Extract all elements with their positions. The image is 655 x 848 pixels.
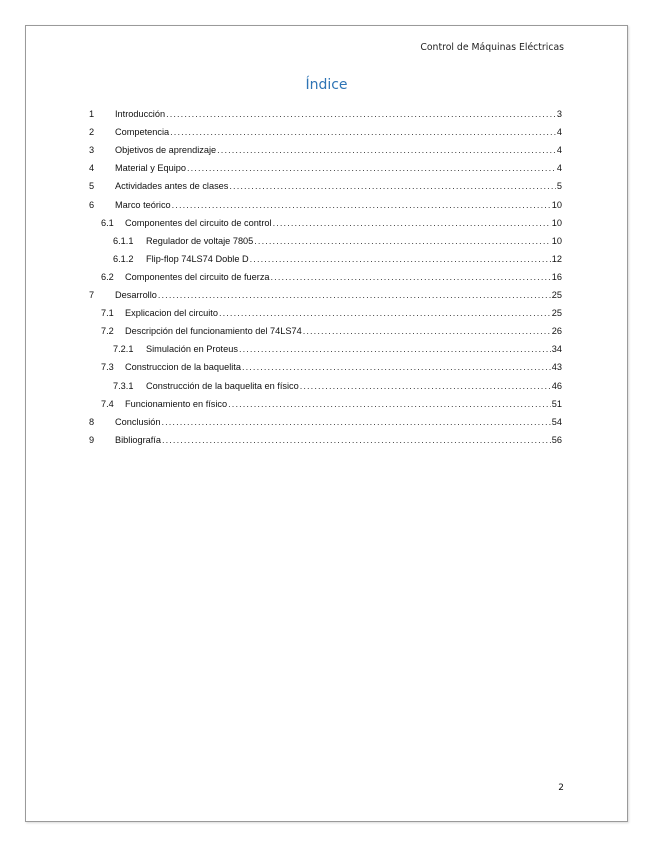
toc-entry[interactable] bbox=[89, 102, 562, 120]
toc-entry[interactable] bbox=[89, 301, 562, 319]
toc-entry-page: 25 bbox=[551, 308, 562, 319]
toc-entry[interactable] bbox=[89, 156, 562, 174]
toc-entry-page: 43 bbox=[551, 362, 562, 373]
running-header: Control de Máquinas Eléctricas bbox=[420, 42, 564, 53]
toc-entry[interactable] bbox=[89, 120, 562, 138]
page-number: 2 bbox=[558, 783, 564, 793]
toc-entry-text: Construcción de la baquelita en físico bbox=[146, 380, 299, 391]
toc-dot-leader bbox=[187, 162, 556, 174]
toc-entry-text: Explicacion del circuito bbox=[125, 308, 218, 319]
toc-entry-text: Bibliografía bbox=[115, 434, 161, 445]
toc-entry-number: 6 bbox=[89, 199, 95, 210]
toc-dot-leader bbox=[250, 253, 551, 265]
toc-entry-page: 25 bbox=[551, 290, 562, 301]
toc-entry-text: Componentes del circuito de fuerza bbox=[125, 271, 270, 282]
toc-entry-number: 7 bbox=[89, 290, 95, 301]
toc-entry-page: 10 bbox=[551, 199, 562, 210]
toc-dot-leader bbox=[303, 325, 551, 337]
toc-entry-page: 54 bbox=[551, 416, 562, 427]
toc-entry-text: Objetivos de aprendizaje bbox=[115, 145, 217, 156]
toc-dot-leader bbox=[166, 108, 556, 120]
toc-entry-page: 4 bbox=[556, 163, 562, 174]
toc-entry-number: 8 bbox=[89, 416, 95, 427]
toc-entry[interactable] bbox=[89, 392, 562, 410]
toc-entry-page: 56 bbox=[551, 434, 562, 445]
toc-entry-text: Descripción del funcionamiento del 74LS74 bbox=[125, 326, 302, 337]
toc-entry-page: 10 bbox=[551, 217, 562, 228]
toc-entry-number: 7.1 bbox=[101, 308, 114, 319]
toc-entry[interactable] bbox=[89, 410, 562, 428]
toc-entry-number: 7.3.1 bbox=[113, 380, 134, 391]
toc-entry[interactable] bbox=[89, 373, 562, 391]
toc-entry-text: Competencia bbox=[115, 127, 170, 138]
toc-entry-text: Construccion de la baquelita bbox=[125, 362, 241, 373]
toc-entry-page: 4 bbox=[556, 145, 562, 156]
toc-entry-text: Actividades antes de clases bbox=[115, 181, 229, 192]
toc-entry-text: Simulación en Proteus bbox=[146, 344, 238, 355]
toc-entry-page: 3 bbox=[556, 109, 562, 120]
toc-entry[interactable] bbox=[89, 319, 562, 337]
toc-entry-number: 2 bbox=[89, 127, 95, 138]
toc-entry-text: Regulador de voltaje 7805 bbox=[146, 235, 254, 246]
toc-entry-text: Funcionamiento en físico bbox=[125, 398, 228, 409]
toc-entry-number: 6.2 bbox=[101, 271, 114, 282]
toc-dot-leader bbox=[273, 217, 551, 229]
toc-entry-number: 1 bbox=[89, 109, 95, 120]
toc-entry-text: Marco teórico bbox=[115, 199, 171, 210]
toc-entry-number: 6.1.1 bbox=[113, 235, 134, 246]
toc-entry-number: 7.2.1 bbox=[113, 344, 134, 355]
toc-entry-number: 5 bbox=[89, 181, 95, 192]
toc-entry[interactable] bbox=[89, 247, 562, 265]
toc-entry-number: 9 bbox=[89, 434, 95, 445]
toc-dot-leader bbox=[228, 398, 551, 410]
toc-entry-page: 4 bbox=[556, 127, 562, 138]
table-of-contents bbox=[89, 102, 562, 446]
toc-entry-number: 7.4 bbox=[101, 398, 114, 409]
toc-entry[interactable] bbox=[89, 337, 562, 355]
toc-entry-number: 3 bbox=[89, 145, 95, 156]
toc-entry-text: Desarrollo bbox=[115, 290, 157, 301]
toc-entry-page: 10 bbox=[551, 235, 562, 246]
toc-dot-leader bbox=[161, 416, 550, 428]
toc-entry-text: Material y Equipo bbox=[115, 163, 186, 174]
document-page bbox=[25, 25, 628, 822]
toc-dot-leader bbox=[170, 126, 556, 138]
toc-entry-number: 7.3 bbox=[101, 362, 114, 373]
toc-entry-page: 46 bbox=[551, 380, 562, 391]
toc-entry-text: Componentes del circuito de control bbox=[125, 217, 272, 228]
toc-entry-number: 7.2 bbox=[101, 326, 114, 337]
toc-entry-page: 16 bbox=[551, 271, 562, 282]
toc-entry-text: Flip-flop 74LS74 Doble D bbox=[146, 253, 249, 264]
toc-dot-leader bbox=[219, 307, 551, 319]
toc-dot-leader bbox=[229, 180, 555, 192]
toc-dot-leader bbox=[172, 199, 551, 211]
toc-entry-page: 26 bbox=[551, 326, 562, 337]
toc-entry-number: 6.1 bbox=[101, 217, 114, 228]
toc-entry[interactable] bbox=[89, 283, 562, 301]
toc-dot-leader bbox=[254, 235, 550, 247]
toc-entry-page: 34 bbox=[551, 344, 562, 355]
toc-dot-leader bbox=[162, 434, 551, 446]
toc-dot-leader bbox=[158, 289, 551, 301]
toc-entry-number: 6.1.2 bbox=[113, 253, 134, 264]
toc-dot-leader bbox=[271, 271, 551, 283]
toc-entry[interactable] bbox=[89, 229, 562, 247]
toc-entry[interactable] bbox=[89, 192, 562, 210]
toc-entry[interactable] bbox=[89, 355, 562, 373]
toc-entry[interactable] bbox=[89, 138, 562, 156]
toc-entry-number: 4 bbox=[89, 163, 95, 174]
toc-entry[interactable] bbox=[89, 211, 562, 229]
toc-entry-page: 51 bbox=[551, 398, 562, 409]
toc-entry[interactable] bbox=[89, 174, 562, 192]
toc-dot-leader bbox=[217, 144, 556, 156]
toc-entry[interactable] bbox=[89, 428, 562, 446]
toc-entry-page: 12 bbox=[551, 253, 562, 264]
toc-entry-text: Introducción bbox=[115, 109, 166, 120]
toc-dot-leader bbox=[300, 380, 551, 392]
toc-dot-leader bbox=[242, 361, 551, 373]
toc-title: Índice bbox=[305, 77, 348, 93]
toc-entry[interactable] bbox=[89, 265, 562, 283]
toc-entry-text: Conclusión bbox=[115, 416, 161, 427]
toc-entry-page: 5 bbox=[556, 181, 562, 192]
toc-dot-leader bbox=[239, 343, 551, 355]
